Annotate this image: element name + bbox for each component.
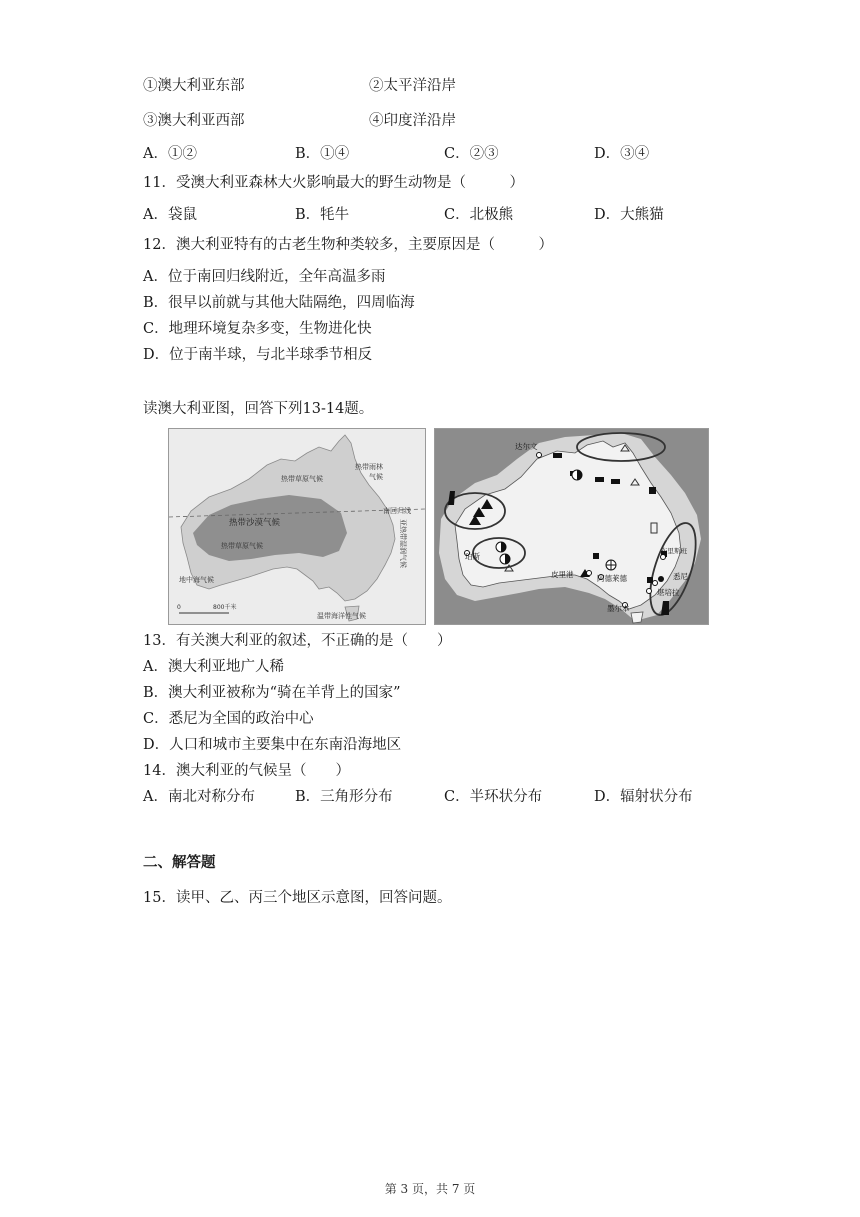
q10-option-4: ④印度洋沿岸	[369, 113, 456, 129]
city-melbourne: 墨尔本	[607, 604, 630, 613]
q12-choice-c: C．地理环境复杂多变，生物进化快	[143, 321, 372, 337]
q10-choice-a: A．①②	[143, 146, 197, 162]
coal-symbol	[611, 479, 620, 484]
city-canberra: 堪培拉	[657, 588, 680, 597]
city-port-pirie: 皮里港	[551, 570, 574, 579]
label-mediterranean: 地中海气候	[179, 576, 214, 584]
q13-choice-b: B．澳大利亚被称为“骑在羊背上的国家”	[143, 685, 401, 701]
q12-choice-a: A．位于南回归线附近，全年高温多雨	[143, 269, 386, 285]
q12-stem: 12．澳大利亚特有的古老生物种类较多，主要原因是（ ）	[143, 237, 553, 253]
q11-choice-c: C．北极熊	[444, 207, 514, 223]
q11-choice-b: B．牦牛	[295, 207, 350, 223]
coal-symbol	[595, 477, 604, 482]
q14-choice-a: A．南北对称分布	[143, 789, 255, 805]
scale-zero: 0	[177, 604, 181, 611]
q10-choice-d: D．③④	[594, 146, 650, 162]
q10-choice-b: B．①④	[295, 146, 350, 162]
q12-choice-d: D．位于南半球，与北半球季节相反	[143, 347, 373, 363]
city-darwin: 达尔文	[515, 442, 538, 451]
q14-choice-c: C．半环状分布	[444, 789, 543, 805]
resource-map-tasmania	[631, 612, 643, 623]
coal-symbol	[649, 487, 656, 494]
coal-symbol	[593, 553, 599, 559]
city-sydney: 悉尼	[673, 572, 688, 581]
climate-map	[168, 428, 426, 625]
q13-choice-a: A．澳大利亚地广人稀	[143, 659, 284, 675]
city-adelaide: 阿德莱德	[597, 574, 627, 583]
q10-choice-c: C．②③	[444, 146, 499, 162]
q11-choice-a: A．袋鼠	[143, 207, 197, 223]
label-rainforest-1: 热带雨林	[355, 463, 383, 471]
label-subtropical: 亚热带湿润气候	[399, 519, 407, 568]
label-rainforest-2: 气候	[369, 473, 383, 481]
q10-option-2: ②太平洋沿岸	[369, 78, 456, 94]
q10-option-1: ①澳大利亚东部	[143, 78, 245, 94]
resource-map	[434, 428, 709, 625]
q12-choice-b: B．很早以前就与其他大陆隔绝，四周临海	[143, 295, 415, 311]
q11-choice-d: D．大熊猫	[594, 207, 664, 223]
section-title: 二、解答题	[143, 855, 216, 871]
label-temperate: 温带海洋性气候	[317, 612, 366, 620]
label-savanna-north: 热带草原气候	[281, 475, 323, 483]
label-desert: 热带沙漠气候	[229, 518, 281, 528]
q10-option-3: ③澳大利亚西部	[143, 113, 245, 129]
city-perth: 珀斯	[465, 552, 480, 561]
q14-choice-b: B．三角形分布	[295, 789, 393, 805]
q11-stem: 11．受澳大利亚森林大火影响最大的野生动物是（ ）	[143, 175, 524, 191]
page-footer: 第 3 页，共 7 页	[384, 1182, 476, 1196]
q13-choice-d: D．人口和城市主要集中在东南沿海地区	[143, 737, 402, 753]
scale-label: 800千米	[213, 604, 237, 611]
city-brisbane: 布里斯班	[661, 547, 687, 555]
q14-choice-d: D．辐射状分布	[594, 789, 693, 805]
label-tropic-line: 南回归线	[383, 507, 411, 515]
coal-symbol	[553, 453, 562, 458]
q15-stem: 15．读甲、乙、丙三个地区示意图，回答问题。	[143, 890, 452, 906]
label-savanna-south: 热带草原气候	[221, 542, 263, 550]
q13-stem: 13．有关澳大利亚的叙述，不正确的是（ ）	[143, 633, 452, 649]
q14-stem: 14．澳大利亚的气候呈（ ）	[143, 763, 350, 779]
q13-choice-c: C．悉尼为全国的政治中心	[143, 711, 314, 727]
intro-13-14: 读澳大利亚图，回答下列13-14题。	[143, 401, 374, 417]
coal-symbol	[647, 577, 653, 583]
